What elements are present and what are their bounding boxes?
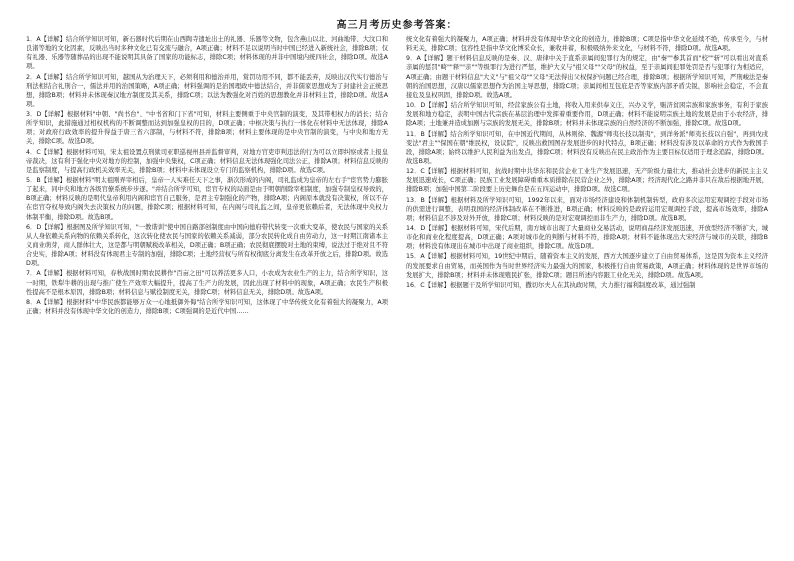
answer-paragraph: 16．C【详解】根据题干及所学知识可知，撒切尔夫人在其执政时期，大力推行福利制度改革，通过强制 — [406, 281, 696, 289]
right-column — [406, 35, 768, 555]
answer-paragraph: 11．B【详解】结合所学知识可知，在中国近代期间，从林则徐、魏源"师夷长技以制夷"，到洋务派"师夷长技以自强"，再到戊戌变法"君主""保国在朝"维民权，设议院"，反映出救国图存发展进步的时代特点，B项正确；材料没有涉及以革命的方式作为救国手段，排除A项；始终以维护人民利益为出发点，排除C项；材料没有反映出在民主政治作为主要目标仅适用于理念追踪，排除D项。故选B项。 — [406, 130, 768, 165]
answer-paragraph: 12．C【详解】根据材料可知，抗战时期中共华东和民营企业工业生产发展迅速，无产阶级力量壮大，推动社会进步的新民主主义发展迅速成长，C项正确；民族工业发展障碍重重本质排除在民营企业之外，排除A项；经济现代化之路并非只在敌后根据地开展，排除B项；加强中国第二阶段要上历史舞台是在五四运动中，排除D项。故选C项。 — [406, 168, 768, 194]
text-columns — [26, 35, 768, 555]
answer-paragraph: 5．B【详解】根据材料"明太祖刚弄宰相后，皇帝一人实难任天下之事，渐次形成的内阁，司礼监成为皇帝的左右手"宦官势力膨胀了起来，同中央和地方各级官僚系统步步逐。"并结合所学可知，宦官专权的局面是由于明朝削除宰相制度，加强专制皇权导致的，B项正确；材料反映的是明代皇帝利用内阁和宦官自己服务，是君主专制强化的产物，排除A项；内阁原本就没有决策权，所以不存在宦官夺权导致内阁失去决策权力的问题，排除C项；根据材料可知，在内阁与司礼监之间，皇帝更依赖后者，无法体现中央权力体制平衡，排除D项。故选B项。 — [26, 177, 388, 221]
answer-paragraph: 1．A【详解】结合所学知识可知，新石器时代后期在山西陶寺遗址出土的礼器、乐器等文物，包含燕山以北、河曲地带、大汶口和良渚等地的文化因素，反映出当时多种文化已有交流与融合，A项正确；材料不足以说明当时中国已经进入新统社会，排除B项；仅有礼器、乐器等随葬品的出现不能说明其具备了国家的功能标志，排除C项；材料体现的并非中国境内统四社会，排除D项。故选A项。 — [26, 36, 388, 71]
answer-paragraph: 8．A【详解】根据材料"中华民族都能够万众一心地抵御外侮"结合所学知识可知，这体现了中华传统文化有着强大的凝聚力，A项正确；材料并没有体现中华文化的创造力，排除B项；C项强调的是近代中国…… — [26, 298, 388, 316]
answer-paragraph: 6．D【详解】根据图及所学知识可知，"一教谐训"使中国自路部创制度由中国向德府带代转变一次重大变革，使农民与国家的关系从人身依赖关系向物的依赖关系转化，这次转化使农民与国家的依赖关系减弱，部分农民转化成自由劳动力，这一时期江南诸本主义商业萌芽，商人群体壮大，这是都与明朝赋税改革相关，D项正确；B项正确；农民彻底摆脱对土地的束缚，说法过于绝对且不符合史实，排除A项；材料没有体现君主专制的加强，排除C项；土地经营权与所有权彻底分离发生在改革开放之后，排除D项。故选D项。 — [26, 223, 388, 268]
answer-paragraph: 10．D【详解】结合所学知识可知，经营家族公有土地，将收入用来供奉义庄，兴办义学，赈济贫困宗族和家族事务，有利于家族发展和地方稳定，表明中国古代宗族在基层治理中发挥着重要作用，D项正确；材料不能说明宗族土地的发展是由于小农经济，排除A项；土地兼并造成加剧与宗族的发展无关，排除B项；材料并未体现宗族的自然经济的不断加强，排除C项。故选D项。 — [406, 102, 768, 128]
answer-paragraph: 15．A【详解】根据材料可知，19世纪中期后，随着资本主义的发展，西方大国逐步建立了自由贸易体系，这是因为资本主义经济的发展要求自由贸易，而英国作为当时世界经济实力最强大的国家，积极推行自由贸易政策，A项正确；材料体现的是世界市场的发展扩大，排除B项；材料并未体现殖民扩张，排除C项；题目所述内容跟工业化无关，排除D项。故选A项。 — [406, 253, 768, 279]
answer-paragraph: 统文化有着强大的凝聚力，A项正确；材料并没有体现中华文化的创造力，排除B项；C项是指中华文化延续不绝，传承至今，与材料无关，排除C项；包容性是指中华文化博采众长，兼收并蓄，积极吸纳外来文化，与材料不符，排除D项。故选A项。 — [406, 36, 768, 53]
left-column — [26, 35, 388, 555]
answer-paragraph: 9．A【详解】题干材料信息反映的是秦、汉、唐律中关于直系亲属间犯罪行为的规定，由"秦""参其首而"校""斩"可以看出对直系亲属的惩罚"畸""释""亲""等级罪行为进行严惩，维护大义与"祖父母""父母"的权益，至于亲属间犯罪处罚是否与犯罪行为相适应，A项正确；由题干材料信息"大义"与"祖父母""父母"无法得出父权保护问题已经合理，排除B项；根据所学知识可知，严刑峻法是秦朝的治国思想，汉唐以儒家思想作为治国主导思想，排除C项；亲属间相互包庇是否等家族内部矛盾尖锐，影响社会稳定，不会直接危及皇权巩固，排除D项。故选A项。 — [406, 55, 768, 99]
answer-paragraph: 14．D【详解】根据材料可知，宋代后期，南方城市出现了大量商业交易活动，说明商品经济发展迅速，开放型经济不断扩大，城市化和商业化程度提高，D项正确；A项对城市化的判断与材料不符，排除A项；材料不能体现出大宋经济与城市的关联，排除B项；材料没有体现出在城市中出现了商业组织，排除C项。故选D项。 — [406, 225, 768, 251]
page-title: 高三月考历史参考答案： — [336, 20, 458, 31]
answer-paragraph: 13．B【详解】根据材料及所学知识可知，1992年以来，面对市场经济建设和体制机制转型，政府多次运用宏观调控手段对市场的供需进行调整，表明我国的经济体制改革在不断推进，B项正确；材料反映的是政府运用宏观调控手段，提高市场效率，排除A项；材料信息不涉及对外开放，排除C项；材料反映的是对宏观调控而非生产力，排除D项。故选B项。 — [406, 196, 768, 222]
answer-paragraph: 2．A【详解】结合所学知识可知，越国从为治理天下，必须利用和德治并用，赏罚功用不同，都不能丢弃，反映出汉代实行德治与刑法相结合礼刑合一，儒法并用的治国策略，A项正确；材料强调的是治国理政中德法结合，并非儒家思想成为了封建社会正统思想，排除B项；材料并未体现秦汉地方制度及其关系，排除C项；以法为教强化对百姓的思想教化并非材料主旨，排除D项。故选A项。 — [26, 73, 388, 108]
answer-paragraph: 7．A【详解】根据材料可知，春秋战国时期农民耕作"百亩之田"可以养活更多人口，小农成为农业生产的主力，结合所学知识，这一时期，铁犁牛耕的出现与推广使生产效率大幅提升，提高了生产力的发展，因此出现了材料中的现象，A项正确；农民生产积极性提高不是根本原因，排除B项；材料信息与赋役制度无关，排除C项；材料信息无关，排除D项。故选A项。 — [26, 270, 388, 296]
answer-paragraph: 4．C【详解】根据材料可知，宋太祖设置点刑狱司亚职巡视州县并监督审判，对地方官吏审判违法的行为可以立即纠察或者上报皇帝裁决，这有利于强化中央对地方的控制，加强中央集权，C项正确；材料信息无法体现强化司法公正，排除A项；材料信息反映的是监察制度，与提高行政机关效率无关，排除B项；材料中未体现设立专门的监察机构，排除D项。故选C项。 — [26, 148, 388, 174]
answer-paragraph: 3．D【详解】根据材料"中朝、"尚书台"、"中书省和门下省"可知，材料主要侧重于中央官制的演变，及其带相权力的消长；结合所学知识，此措施通过相权机构的不断调整而达到加强皇权的目的，D项正确；中枢决策与执行一体化在材料中无法体现，排除A项；对政府行政效率的提升得益于唐三省六部制，与材料不符，排除B项；材料主要体现的是中央官制的演变，与中央和地方无关，排除C项。故选D项。 — [26, 111, 388, 146]
